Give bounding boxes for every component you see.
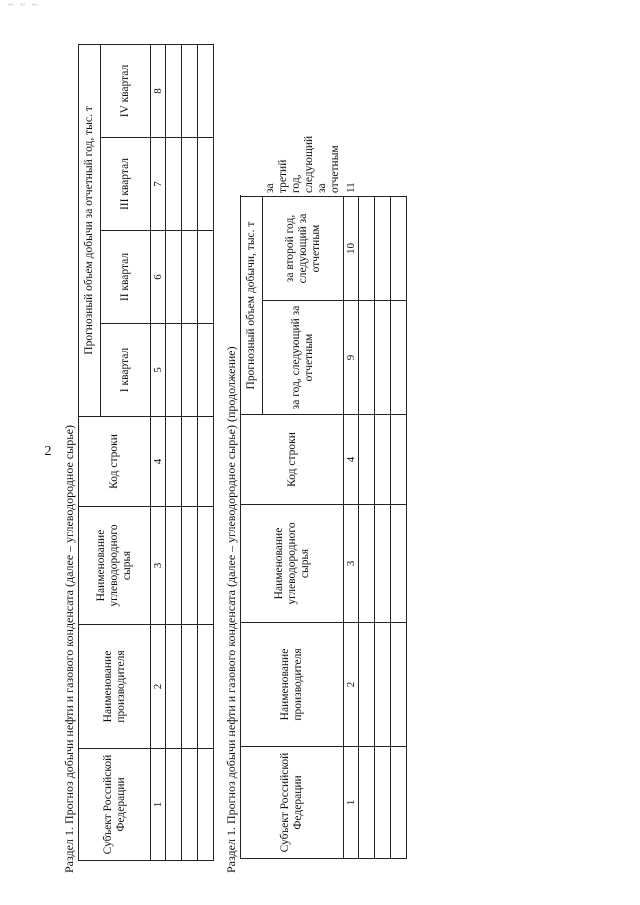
col-num: 4: [151, 417, 166, 507]
header-code: Код строки: [241, 415, 344, 505]
header-subject: Субъект Российской Федерации: [241, 747, 344, 859]
header-code: Код строки: [79, 417, 151, 507]
header-q1: I квартал: [101, 324, 151, 417]
table-row: [198, 44, 214, 860]
column-number-row: [151, 44, 166, 860]
col-num: 1: [344, 747, 359, 859]
table-row: [166, 44, 182, 860]
col-num: 7: [151, 138, 166, 231]
table-row: [391, 197, 407, 859]
col-num: 10: [344, 197, 359, 301]
column-number-row: 1 2 3 4 9 10 11: [344, 197, 359, 859]
section-1-caption: Раздел 1. Прогноз добычи нефти и газового конденсата (далее – углеводородное сырье): [62, 425, 76, 873]
header-q2: II квартал: [101, 231, 151, 324]
col-num: 2: [344, 623, 359, 747]
table-row: [359, 197, 375, 859]
header-year-2: за второй год, следующий за отчетным: [263, 197, 344, 301]
col-num: 4: [344, 415, 359, 505]
col-num: 5: [151, 324, 166, 417]
col-num: 1: [151, 749, 166, 861]
header-raw: Наименование углеводородного сырья: [241, 505, 344, 623]
section-1-table: [78, 44, 214, 861]
section-1-continued-table: Субъект Российской Федерации Наименование производителя Наименование углеводородного сырья Код строки Прогнозный объем добычи, тыс. т за год, следующий за отчетным за второй год, следующий за отчетным за третий год, следующий за отчетным 1 2 3 4 9 10 11: [240, 196, 407, 859]
header-producer: Наименование производителя: [241, 623, 344, 747]
header-subject: Субъект Российской Федерации: [79, 749, 151, 861]
header-q3: III квартал: [101, 138, 151, 231]
section-1-continued-block: [224, 31, 374, 873]
header-raw: Наименование углеводородного сырья: [79, 507, 151, 625]
col-num: 3: [151, 507, 166, 625]
header-group: Прогнозный объем добычи за отчетный год, тыс. т: [79, 44, 101, 416]
col-num: 2: [151, 625, 166, 749]
header-year-1: за год, следующий за отчетным: [263, 301, 344, 415]
col-num: 9: [344, 301, 359, 415]
col-num: 3: [344, 505, 359, 623]
table-row: [375, 197, 391, 859]
section-1-block: [62, 31, 212, 873]
header-group: Прогнозный объем добычи, тыс. т: [241, 197, 263, 415]
header-producer: Наименование производителя: [79, 625, 151, 749]
col-num: 8: [151, 44, 166, 137]
page-number: 2: [44, 444, 52, 459]
col-num: 6: [151, 231, 166, 324]
section-1-continued-caption: Раздел 1. Прогноз добычи нефти и газового конденсата (далее – углеводородное сырье) (продолжение): [224, 346, 238, 873]
header-q4: IV квартал: [101, 44, 151, 137]
table-row: [182, 44, 198, 860]
corner-marks: ~ ~ ~: [8, 0, 40, 11]
